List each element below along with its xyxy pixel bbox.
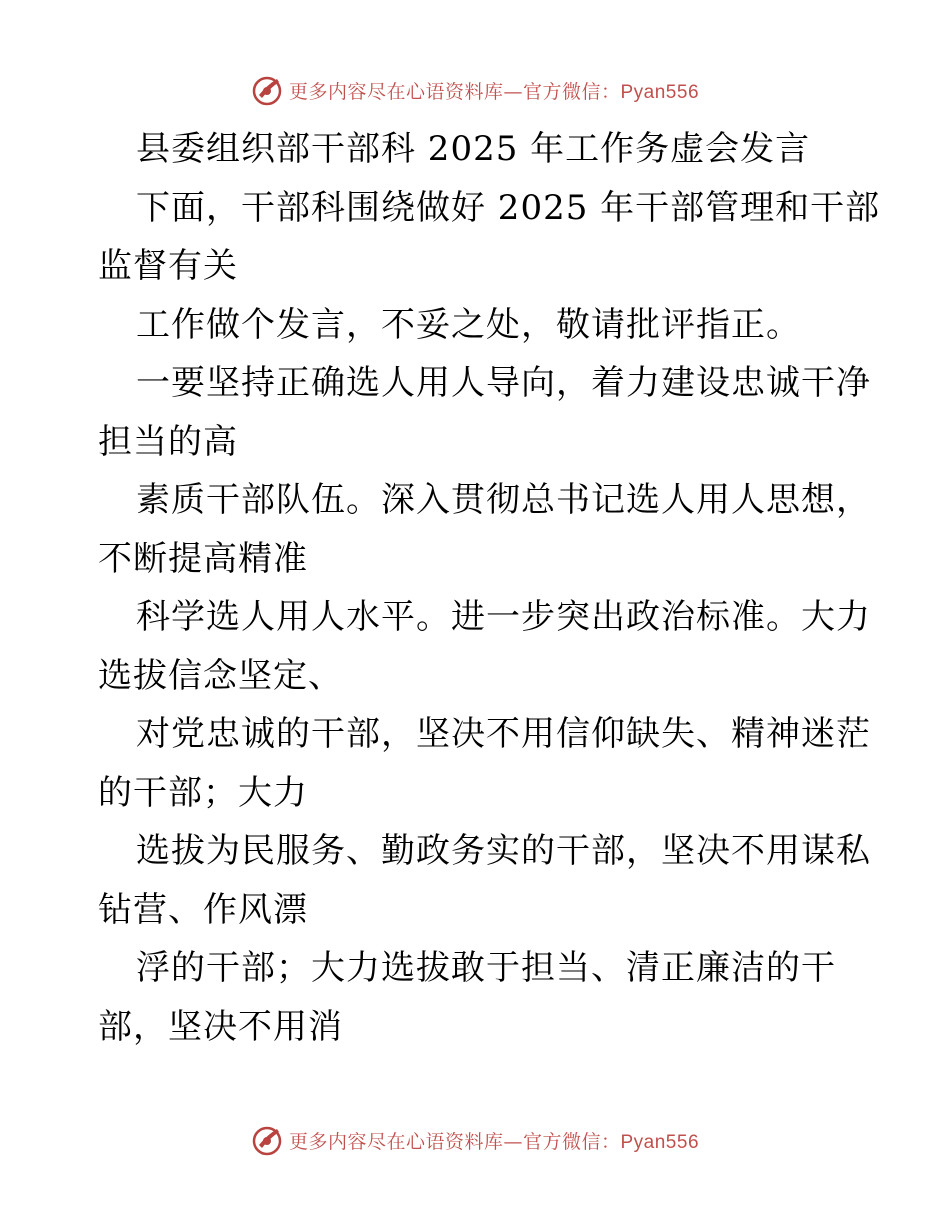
brand-logo-icon xyxy=(251,1123,285,1157)
paragraph-line: 对党忠诚的干部，坚决不用信仰缺失、精神迷茫 xyxy=(136,714,871,754)
paragraph-line: 担当的高 xyxy=(98,421,238,462)
watermark-wechat-label: 官方微信： xyxy=(522,80,621,103)
paragraph-line: 监督有关 xyxy=(98,246,238,286)
document-body xyxy=(98,120,881,1056)
paragraph-line: 部，坚决不用消 xyxy=(98,1006,343,1047)
watermark-footer xyxy=(0,1120,950,1160)
paragraph-line: 科学选人用人水平。进一步突出政治标准。大力 xyxy=(136,597,871,637)
watermark-brand: 更多内容尽在心语资料库 xyxy=(288,1130,504,1153)
watermark-text xyxy=(289,1127,699,1154)
paragraph-line: 的干部；大力 xyxy=(98,772,308,813)
document-title: 县委组织部干部科 2025 年工作务虚会发言 xyxy=(136,129,811,169)
watermark-dash: — xyxy=(503,80,523,103)
watermark-wechat-id: Pyan556 xyxy=(620,1131,700,1153)
paragraph-line: 不断提高精准 xyxy=(98,538,308,579)
watermark-text xyxy=(289,77,699,104)
paragraph-line: 钻营、作风漂 xyxy=(98,889,308,930)
watermark-wechat-label: 官方微信： xyxy=(522,1130,621,1153)
paragraph-line: 下面，干部科围绕做好 2025 年干部管理和干部 xyxy=(136,187,881,228)
paragraph-line: 浮的干部；大力选拔敢于担当、清正廉洁的干 xyxy=(136,948,836,988)
paragraph-line: 一要坚持正确选人用人导向，着力建设忠诚干净 xyxy=(136,363,871,403)
watermark-wechat-id: Pyan556 xyxy=(620,81,700,103)
watermark-header xyxy=(0,70,950,110)
paragraph-line: 选拔信念坚定、 xyxy=(98,655,343,696)
watermark-dash: — xyxy=(503,1130,523,1153)
watermark-brand: 更多内容尽在心语资料库 xyxy=(288,80,504,103)
paragraph-line: 工作做个发言，不妥之处，敬请批评指正。 xyxy=(136,304,801,345)
paragraph-line: 选拔为民服务、勤政务实的干部，坚决不用谋私 xyxy=(136,831,871,871)
paragraph-line: 素质干部队伍。深入贯彻总书记选人用人思想， xyxy=(136,480,871,520)
brand-logo-icon xyxy=(251,73,285,107)
